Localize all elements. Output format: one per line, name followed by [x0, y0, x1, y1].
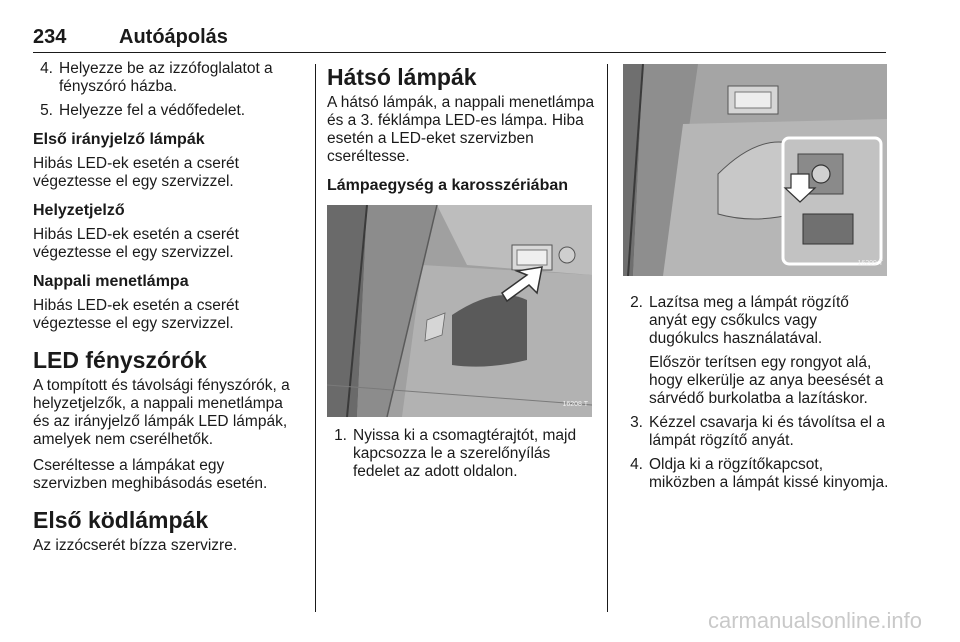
section-heading: Helyzetjelző	[33, 202, 125, 219]
list-item: 5. Helyezze fel a védőfedelet.	[40, 102, 246, 119]
list-item: 4. Helyezze be az izzófoglalatot a fényszóró házba.	[40, 60, 273, 95]
column-1	[33, 60, 301, 563]
column-2	[327, 60, 595, 487]
page-header	[33, 18, 886, 53]
lamp-figure	[623, 64, 887, 276]
led-heading: LED fényszórók	[33, 347, 207, 373]
fog-heading: Első ködlámpák	[33, 507, 209, 533]
section-heading: Első irányjelző lámpák	[33, 131, 205, 148]
section-text: Hibás LED-ek esetén a cserét végeztesse el egy szervizzel.	[33, 297, 239, 332]
lamp-illustration	[623, 64, 887, 276]
section-heading: Nappali menetlámpa	[33, 273, 189, 290]
subsection-heading: Lámpaegység a karosszériában	[327, 177, 569, 194]
column-3	[623, 60, 889, 498]
list-item: 3. Kézzel csavarja ki és távolítsa el a lámpát rögzítő anyát.	[630, 414, 886, 449]
led-paragraph: Cseréltesse a lámpákat egy szervizben meghibásodás esetén.	[33, 457, 268, 492]
trunk-figure	[327, 205, 592, 417]
list-item: 2. Lazítsa meg a lámpát rögzítő anyát egy csőkulcs vagy dugókulcs használatával.	[630, 294, 849, 347]
page-number: 234	[33, 26, 67, 48]
trunk-illustration	[327, 205, 592, 417]
fog-text: Az izzócserét bízza szervizre.	[33, 537, 238, 554]
chapter-title: Autóápolás	[119, 26, 228, 48]
column-divider	[315, 64, 316, 612]
figure-code: 16209 T	[857, 260, 883, 267]
led-paragraph: A tompított és távolsági fényszórók, a helyzetjelzők, a nappali menetlámpa és az irányjelző lámpák LED lámpák, amelyek nem cserélhetők.	[33, 377, 290, 448]
note-text: Először terítsen egy rongyot alá, hogy elkerülje az anya beesését a sárvédő burkolatba a lazításkor.	[649, 354, 884, 407]
section-text: Hibás LED-ek esetén a cserét végeztesse el egy szervizzel.	[33, 226, 239, 261]
rear-lamps-heading: Hátsó lámpák	[327, 64, 477, 90]
list-item: 1. Nyissa ki a csomagtérajtót, majd kapcsozza le a szerelőnyílás fedelet az adott oldalon.	[334, 427, 577, 480]
column-divider	[607, 64, 608, 612]
rear-lamps-intro: A hátsó lámpák, a nappali menetlámpa és a 3. féklámpa LED-es lámpa. Hiba esetén a LED-eket szervizben cseréltesse.	[327, 94, 595, 165]
section-text: Hibás LED-ek esetén a cserét végeztesse el egy szervizzel.	[33, 155, 239, 190]
watermark: carmanualsonline.info	[707, 608, 922, 633]
figure-code: 16208 T	[562, 401, 588, 408]
list-item: 4. Oldja ki a rögzítőkapcsot, miközben a lámpát kissé kinyomja.	[630, 456, 889, 491]
